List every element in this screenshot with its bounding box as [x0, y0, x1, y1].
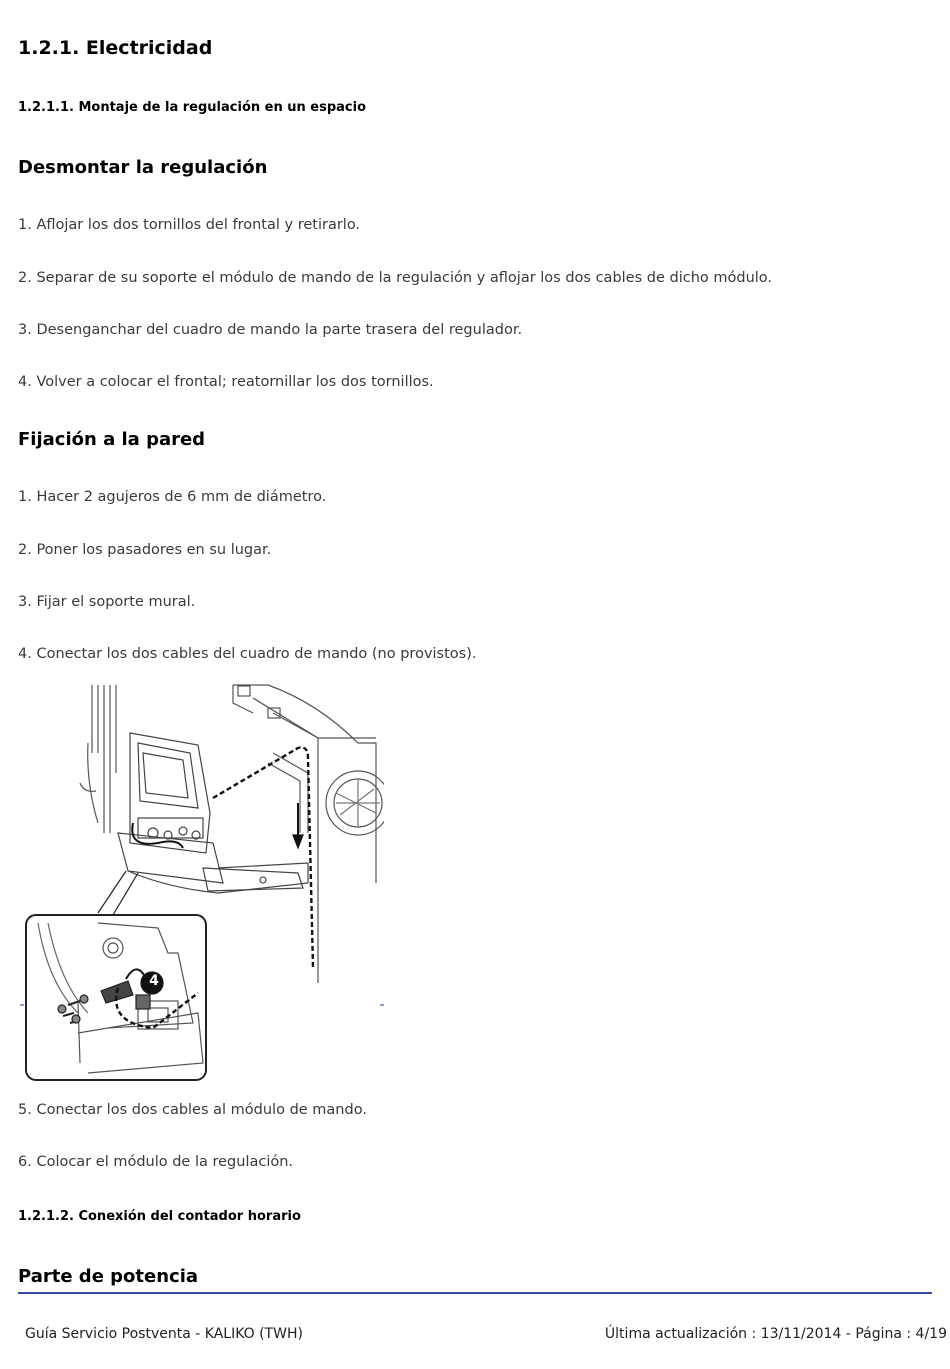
fijacion-step-1: 1. Hacer 2 agujeros de 6 mm de diámetro. [18, 489, 327, 505]
callout-4-label: 4 [149, 973, 159, 989]
footer-right: Última actualización : 13/11/2014 - Página : 4/19 [604, 1326, 947, 1342]
desmontar-step-1: 1. Aflojar los dos tornillos del frontal y retirarlo. [18, 217, 361, 233]
heading-fijacion: Fijación a la pared [18, 429, 206, 450]
pipes [80, 685, 116, 833]
heading-desmontar: Desmontar la regulación [18, 157, 268, 178]
desmontar-step-3: 3. Desenganchar del cuadro de mando la parte trasera del regulador. [18, 322, 523, 338]
desmontar-step-4: 4. Volver a colocar el frontal; reatornillar los dos tornillos. [18, 374, 434, 390]
fijacion-step-3: 3. Fijar el soporte mural. [18, 594, 196, 610]
fijacion-step-4: 4. Conectar los dos cables del cuadro de mando (no provistos). [18, 646, 477, 662]
step-5: 5. Conectar los dos cables al módulo de mando. [18, 1102, 367, 1118]
footer-divider [18, 1292, 932, 1294]
heading-potencia: Parte de potencia [18, 1266, 199, 1287]
section-title: 1.2.1. Electricidad [18, 37, 213, 59]
subsection-title-1: 1.2.1.1. Montaje de la regulación en un espacio [18, 100, 367, 115]
wall-mount-illustration [18, 683, 384, 1088]
desmontar-step-2: 2. Separar de su soporte el módulo de mando de la regulación y aflojar los dos cables de dicho módulo. [18, 270, 773, 286]
subsection-title-2: 1.2.1.2. Conexión del contador horario [18, 1209, 301, 1224]
boiler-casing [233, 685, 384, 983]
detail-inset [26, 915, 206, 1080]
fijacion-step-2: 2. Poner los pasadores en su lugar. [18, 542, 272, 558]
step-6: 6. Colocar el módulo de la regulación. [18, 1154, 294, 1170]
footer-left: Guía Servicio Postventa - KALIKO (TWH) [25, 1326, 303, 1342]
